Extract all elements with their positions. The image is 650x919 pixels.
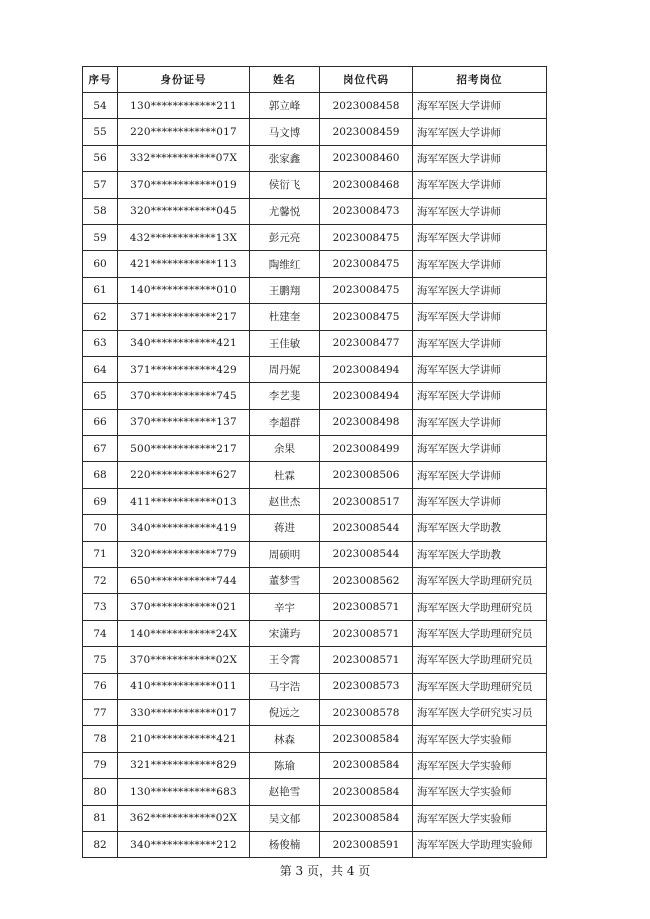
cell-position-code: 2023008584 (320, 752, 413, 778)
table-header-row (83, 67, 547, 93)
cell-name: 周硕明 (250, 541, 320, 567)
cell-id-number: 320************779 (118, 541, 250, 567)
table-row (83, 436, 547, 462)
table-row (83, 119, 547, 145)
cell-position-code: 2023008494 (320, 383, 413, 409)
cell-no: 67 (83, 436, 118, 462)
cell-id-number: 330************017 (118, 699, 250, 725)
table-row (83, 541, 547, 567)
cell-position: 海军军医大学讲师 (413, 330, 547, 356)
cell-name: 彭元亮 (250, 224, 320, 250)
cell-no: 74 (83, 620, 118, 646)
table-row (83, 172, 547, 198)
cell-no: 75 (83, 647, 118, 673)
table-row (83, 647, 547, 673)
table-row (83, 304, 547, 330)
cell-position: 海军军医大学实验师 (413, 752, 547, 778)
cell-id-number: 220************017 (118, 119, 250, 145)
cell-name: 王鹏翔 (250, 277, 320, 303)
cell-id-number: 130************211 (118, 93, 250, 119)
cell-position-code: 2023008475 (320, 277, 413, 303)
cell-position-code: 2023008494 (320, 356, 413, 382)
cell-position-code: 2023008584 (320, 805, 413, 831)
cell-position-code: 2023008475 (320, 304, 413, 330)
cell-position-code: 2023008544 (320, 515, 413, 541)
cell-position-code: 2023008591 (320, 831, 413, 857)
cell-position: 海军军医大学讲师 (413, 172, 547, 198)
cell-no: 62 (83, 304, 118, 330)
cell-position-code: 2023008578 (320, 699, 413, 725)
cell-position: 海军军医大学讲师 (413, 198, 547, 224)
cell-no: 64 (83, 356, 118, 382)
table-row (83, 752, 547, 778)
cell-position: 海军军医大学助理研究员 (413, 673, 547, 699)
cell-position: 海军军医大学讲师 (413, 383, 547, 409)
cell-no: 56 (83, 145, 118, 171)
roster-table (82, 66, 547, 858)
cell-name: 余果 (250, 436, 320, 462)
table-row (83, 568, 547, 594)
cell-no: 63 (83, 330, 118, 356)
cell-name: 马宇浩 (250, 673, 320, 699)
cell-position-code: 2023008477 (320, 330, 413, 356)
cell-name: 杨俊楠 (250, 831, 320, 857)
cell-name: 倪远之 (250, 699, 320, 725)
cell-name: 侯衍飞 (250, 172, 320, 198)
table-row (83, 224, 547, 250)
cell-id-number: 432************13X (118, 224, 250, 250)
cell-id-number: 140************24X (118, 620, 250, 646)
cell-id-number: 340************421 (118, 330, 250, 356)
table-row (83, 145, 547, 171)
cell-position: 海军军医大学助教 (413, 515, 547, 541)
cell-id-number: 370************745 (118, 383, 250, 409)
cell-position: 海军军医大学讲师 (413, 119, 547, 145)
cell-id-number: 130************683 (118, 779, 250, 805)
cell-position: 海军军医大学助理实验师 (413, 831, 547, 857)
cell-position-code: 2023008458 (320, 93, 413, 119)
cell-position-code: 2023008475 (320, 251, 413, 277)
header-post: 招考岗位 (413, 67, 547, 93)
cell-id-number: 371************429 (118, 356, 250, 382)
table-row (83, 488, 547, 514)
cell-no: 70 (83, 515, 118, 541)
cell-name: 张家鑫 (250, 145, 320, 171)
cell-name: 董梦雪 (250, 568, 320, 594)
cell-name: 尤馨悦 (250, 198, 320, 224)
table-row (83, 805, 547, 831)
cell-name: 郭立峰 (250, 93, 320, 119)
page-number: 第 3 页，共 4 页 (279, 864, 371, 878)
header-code: 岗位代码 (320, 67, 413, 93)
cell-position-code: 2023008584 (320, 779, 413, 805)
table-row (83, 673, 547, 699)
cell-position: 海军军医大学助理研究员 (413, 647, 547, 673)
table-row (83, 594, 547, 620)
cell-id-number: 220************627 (118, 462, 250, 488)
cell-name: 赵艳雪 (250, 779, 320, 805)
table-row (83, 462, 547, 488)
cell-id-number: 371************217 (118, 304, 250, 330)
table-body (83, 93, 547, 858)
cell-position: 海军军医大学讲师 (413, 462, 547, 488)
cell-no: 58 (83, 198, 118, 224)
cell-position-code: 2023008544 (320, 541, 413, 567)
cell-name: 陈瑜 (250, 752, 320, 778)
cell-no: 78 (83, 726, 118, 752)
cell-name: 陶维红 (250, 251, 320, 277)
cell-name: 李艺斐 (250, 383, 320, 409)
cell-no: 54 (83, 93, 118, 119)
cell-position: 海军军医大学讲师 (413, 356, 547, 382)
cell-position: 海军军医大学助理研究员 (413, 568, 547, 594)
cell-id-number: 650************744 (118, 568, 250, 594)
cell-id-number: 332************07X (118, 145, 250, 171)
cell-no: 61 (83, 277, 118, 303)
cell-no: 69 (83, 488, 118, 514)
cell-name: 辛宇 (250, 594, 320, 620)
cell-no: 57 (83, 172, 118, 198)
cell-no: 82 (83, 831, 118, 857)
cell-no: 59 (83, 224, 118, 250)
cell-no: 76 (83, 673, 118, 699)
cell-position: 海军军医大学实验师 (413, 805, 547, 831)
roster-sheet (82, 66, 547, 858)
cell-id-number: 362************02X (118, 805, 250, 831)
cell-position: 海军军医大学讲师 (413, 409, 547, 435)
cell-id-number: 210************421 (118, 726, 250, 752)
cell-no: 77 (83, 699, 118, 725)
table-row (83, 93, 547, 119)
cell-position: 海军军医大学讲师 (413, 304, 547, 330)
cell-id-number: 140************010 (118, 277, 250, 303)
cell-position-code: 2023008562 (320, 568, 413, 594)
cell-no: 60 (83, 251, 118, 277)
cell-id-number: 321************829 (118, 752, 250, 778)
cell-no: 79 (83, 752, 118, 778)
cell-no: 65 (83, 383, 118, 409)
cell-position: 海军军医大学讲师 (413, 436, 547, 462)
cell-name: 李超群 (250, 409, 320, 435)
cell-id-number: 340************212 (118, 831, 250, 857)
cell-position-code: 2023008571 (320, 620, 413, 646)
cell-id-number: 370************137 (118, 409, 250, 435)
cell-name: 王令霄 (250, 647, 320, 673)
cell-id-number: 410************011 (118, 673, 250, 699)
table-row (83, 330, 547, 356)
cell-no: 72 (83, 568, 118, 594)
cell-id-number: 370************019 (118, 172, 250, 198)
cell-name: 王佳敏 (250, 330, 320, 356)
header-name: 姓名 (250, 67, 320, 93)
cell-name: 马文博 (250, 119, 320, 145)
cell-name: 蒋进 (250, 515, 320, 541)
table-row (83, 699, 547, 725)
table-row (83, 198, 547, 224)
cell-position: 海军军医大学助理研究员 (413, 594, 547, 620)
cell-no: 71 (83, 541, 118, 567)
cell-position-code: 2023008584 (320, 726, 413, 752)
table-row (83, 251, 547, 277)
cell-id-number: 370************02X (118, 647, 250, 673)
cell-position: 海军军医大学研究实习员 (413, 699, 547, 725)
cell-position: 海军军医大学助理研究员 (413, 620, 547, 646)
cell-position-code: 2023008475 (320, 224, 413, 250)
cell-position-code: 2023008499 (320, 436, 413, 462)
cell-position: 海军军医大学讲师 (413, 277, 547, 303)
cell-position-code: 2023008571 (320, 594, 413, 620)
header-no: 序号 (83, 67, 118, 93)
cell-id-number: 500************217 (118, 436, 250, 462)
cell-name: 宋潇玙 (250, 620, 320, 646)
cell-name: 林森 (250, 726, 320, 752)
cell-id-number: 411************013 (118, 488, 250, 514)
cell-name: 杜建奎 (250, 304, 320, 330)
cell-no: 68 (83, 462, 118, 488)
cell-id-number: 370************021 (118, 594, 250, 620)
cell-position: 海军军医大学讲师 (413, 224, 547, 250)
cell-name: 吴文郁 (250, 805, 320, 831)
cell-no: 66 (83, 409, 118, 435)
table-row (83, 409, 547, 435)
cell-position: 海军军医大学助教 (413, 541, 547, 567)
cell-position-code: 2023008517 (320, 488, 413, 514)
cell-position-code: 2023008498 (320, 409, 413, 435)
cell-position: 海军军医大学讲师 (413, 251, 547, 277)
table-row (83, 515, 547, 541)
cell-id-number: 320************045 (118, 198, 250, 224)
cell-id-number: 421************113 (118, 251, 250, 277)
cell-position-code: 2023008473 (320, 198, 413, 224)
cell-position-code: 2023008506 (320, 462, 413, 488)
cell-position-code: 2023008468 (320, 172, 413, 198)
table-row (83, 779, 547, 805)
cell-position-code: 2023008459 (320, 119, 413, 145)
cell-id-number: 340************419 (118, 515, 250, 541)
cell-position-code: 2023008460 (320, 145, 413, 171)
cell-position: 海军军医大学讲师 (413, 488, 547, 514)
cell-no: 55 (83, 119, 118, 145)
table-row (83, 726, 547, 752)
cell-no: 80 (83, 779, 118, 805)
table-row (83, 356, 547, 382)
cell-position-code: 2023008573 (320, 673, 413, 699)
cell-name: 周丹妮 (250, 356, 320, 382)
cell-position: 海军军医大学实验师 (413, 779, 547, 805)
cell-position: 海军军医大学讲师 (413, 145, 547, 171)
cell-no: 73 (83, 594, 118, 620)
table-row (83, 620, 547, 646)
cell-no: 81 (83, 805, 118, 831)
cell-position: 海军军医大学实验师 (413, 726, 547, 752)
header-id: 身份证号 (118, 67, 250, 93)
cell-name: 赵世杰 (250, 488, 320, 514)
table-row (83, 831, 547, 857)
cell-position-code: 2023008571 (320, 647, 413, 673)
cell-name: 杜霖 (250, 462, 320, 488)
table-row (83, 383, 547, 409)
table-row (83, 277, 547, 303)
cell-position: 海军军医大学讲师 (413, 93, 547, 119)
